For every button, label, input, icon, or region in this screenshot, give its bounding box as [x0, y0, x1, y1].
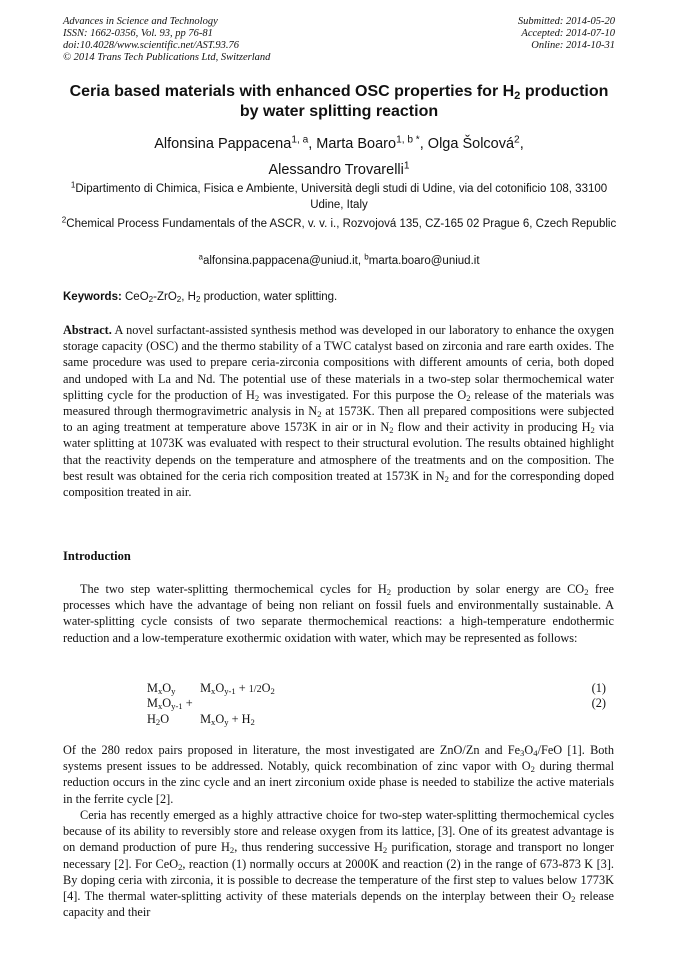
issn: ISSN: 1662-0356, Vol. 93, pp 76-81: [63, 28, 213, 39]
paragraph: Of the 280 redox pairs proposed in literature, the most investigated are ZnO/Zn and $Fe_3O_4$/FeO [1]. Both systems present issues to be addressed. Notably, quick recombination of zinc vapor with $O_2$ during thermal reduction occurs in the zinc cycle and an inert zirconium oxide phase is needed to stabilize the active materials in the ferrite cycle [2].: [63, 743, 615, 806]
paragraph: Ceria has recently emerged as a highly attractive choice for two-step water-splitting thermochemical cycles because of its ability to reversibly store and release oxygen from its lattice, [3]. One of its greatest advantage is on demand production of pure $H_2$, thus rendering successive $H_2$ purification, storage and transport no longer necessary [2]. For CeO$_2$, reaction (1) normally occurs at 2000K and reaction (2) in the range of 673-873 K [3]. By doping ceria with zirconia, it is possible to decrease the temperature of the first step to values below 1773K [4]. The thermal water-splitting activity of these materials depends on the interplay between their $O_2$ release capacity and their: [63, 808, 615, 920]
equation-rhs: $M_xO_{y-1} + 1/2O_2$: [200, 681, 275, 697]
equation-lhs: $M_xO_y$: [147, 681, 176, 697]
section-heading: Introduction: [63, 549, 131, 563]
equation-number: (1): [591, 681, 606, 695]
author: Olga Šolcová: [427, 136, 515, 152]
abstract: [63, 322, 614, 500]
copyright: © 2014 Trans Tech Publications Ltd, Switzerland: [63, 52, 271, 63]
email-link[interactable]: alfonsina.pappacena@uniud.it,: [202, 255, 362, 267]
accepted-date: Accepted: 2014-07-10: [521, 28, 615, 39]
paper-title-line2: by water splitting reaction: [239, 103, 439, 120]
paragraph: The two step water-splitting thermochemical cycles for $H_2$ production by solar energy are $CO_2$ free processes which have the advantage of being non reliant on fossil fuels and environmentally sustainable. A water-splitting cycle consists of two separate thermochemical reactions: a high-temperature endothermic reduction and a low-temperature exothermic oxidation with water, which may be represented as follows:: [63, 582, 615, 645]
abstract-label: Abstract.: [63, 323, 112, 337]
affiliation-1: $^1$Dipartimento di Chimica, Fisica e Ambiente, Università degli studi di Udine, via del cotonificio 108, 33100 Udine, Italy: [70, 180, 608, 211]
email-link[interactable]: marta.boaro@uniud.it: [368, 255, 480, 267]
paper-title: Ceria based materials with enhanced OSC properties for $H_2$ production by water splitting reaction: [60, 82, 618, 122]
author-emails: $^a$alfonsina.pappacena@uniud.it, $^b$marta.boaro@uniud.it: [198, 252, 480, 267]
author: Alessandro Trovarelli: [268, 162, 404, 178]
journal-info: [63, 16, 270, 64]
date-info: [518, 16, 615, 52]
affiliation-2: $^2$Chemical Process Fundamentals of the ASCR, v. v. i., Rozvojová 135, CZ-165 02 Prague 6, Czech Republic: [61, 215, 617, 230]
author-list: Alfonsina Pappacena$^{1, a}$, Marta Boaro$^{1, b *}$, Olga Šolcová$^2$, Alessandro Trovarelli$^1$: [154, 134, 524, 178]
keywords: [63, 289, 337, 305]
equation-number: (2): [591, 696, 606, 710]
keywords-text: CeO$_2$-ZrO$_2$, $H_2$ production, water splitting.: [125, 291, 338, 304]
doi: doi:10.4028/www.scientific.net/AST.93.76: [63, 40, 240, 51]
keywords-label: Keywords:: [63, 291, 122, 303]
equation-lhs: $M_xO_{y-1} + H_2O$: [147, 696, 193, 728]
journal-name: Advances in Science and Technology: [63, 16, 218, 27]
equation-rhs: $M_xO_y + H_2$: [200, 712, 255, 728]
author: Marta Boaro: [316, 136, 397, 152]
online-date: Online: 2014-10-31: [531, 40, 615, 51]
equation-2: [147, 695, 615, 727]
submitted-date: Submitted: 2014-05-20: [517, 16, 615, 27]
abstract-text: A novel surfactant-assisted synthesis method was developed in our laboratory to enhance the oxygen storage capacity (OSC) and the thermo stability of a TWC catalyst based on zirconia and rare earth oxides. The same procedure was used to prepare ceria-zirconia compositions with different amounts of ceria, both doped and undoped with La and Nd. The potential use of these materials in a two-step solar thermochemical water splitting cycle for the production of $H_2$ was investigated. For this purpose the $O_2$ release of the materials was measured through thermogravimetric analysis in $N_2$ at 1573K. Then all prepared compositions were subjected to an aging treatment at temperature above 1573K in air or in $N_2$ flow and their activity in producing $H_2$ via water splitting at 1073K was evaluated with respect to their structural evolution. The results obtained highlight that the reactivity depends on the temperature and atmosphere of the treatments and on the composition. The best result was obtained for the ceria rich composition treated at 1573K in $N_2$ and for the corresponding doped composition treated in air.: [63, 323, 615, 500]
author: Alfonsina Pappacena: [154, 136, 292, 152]
